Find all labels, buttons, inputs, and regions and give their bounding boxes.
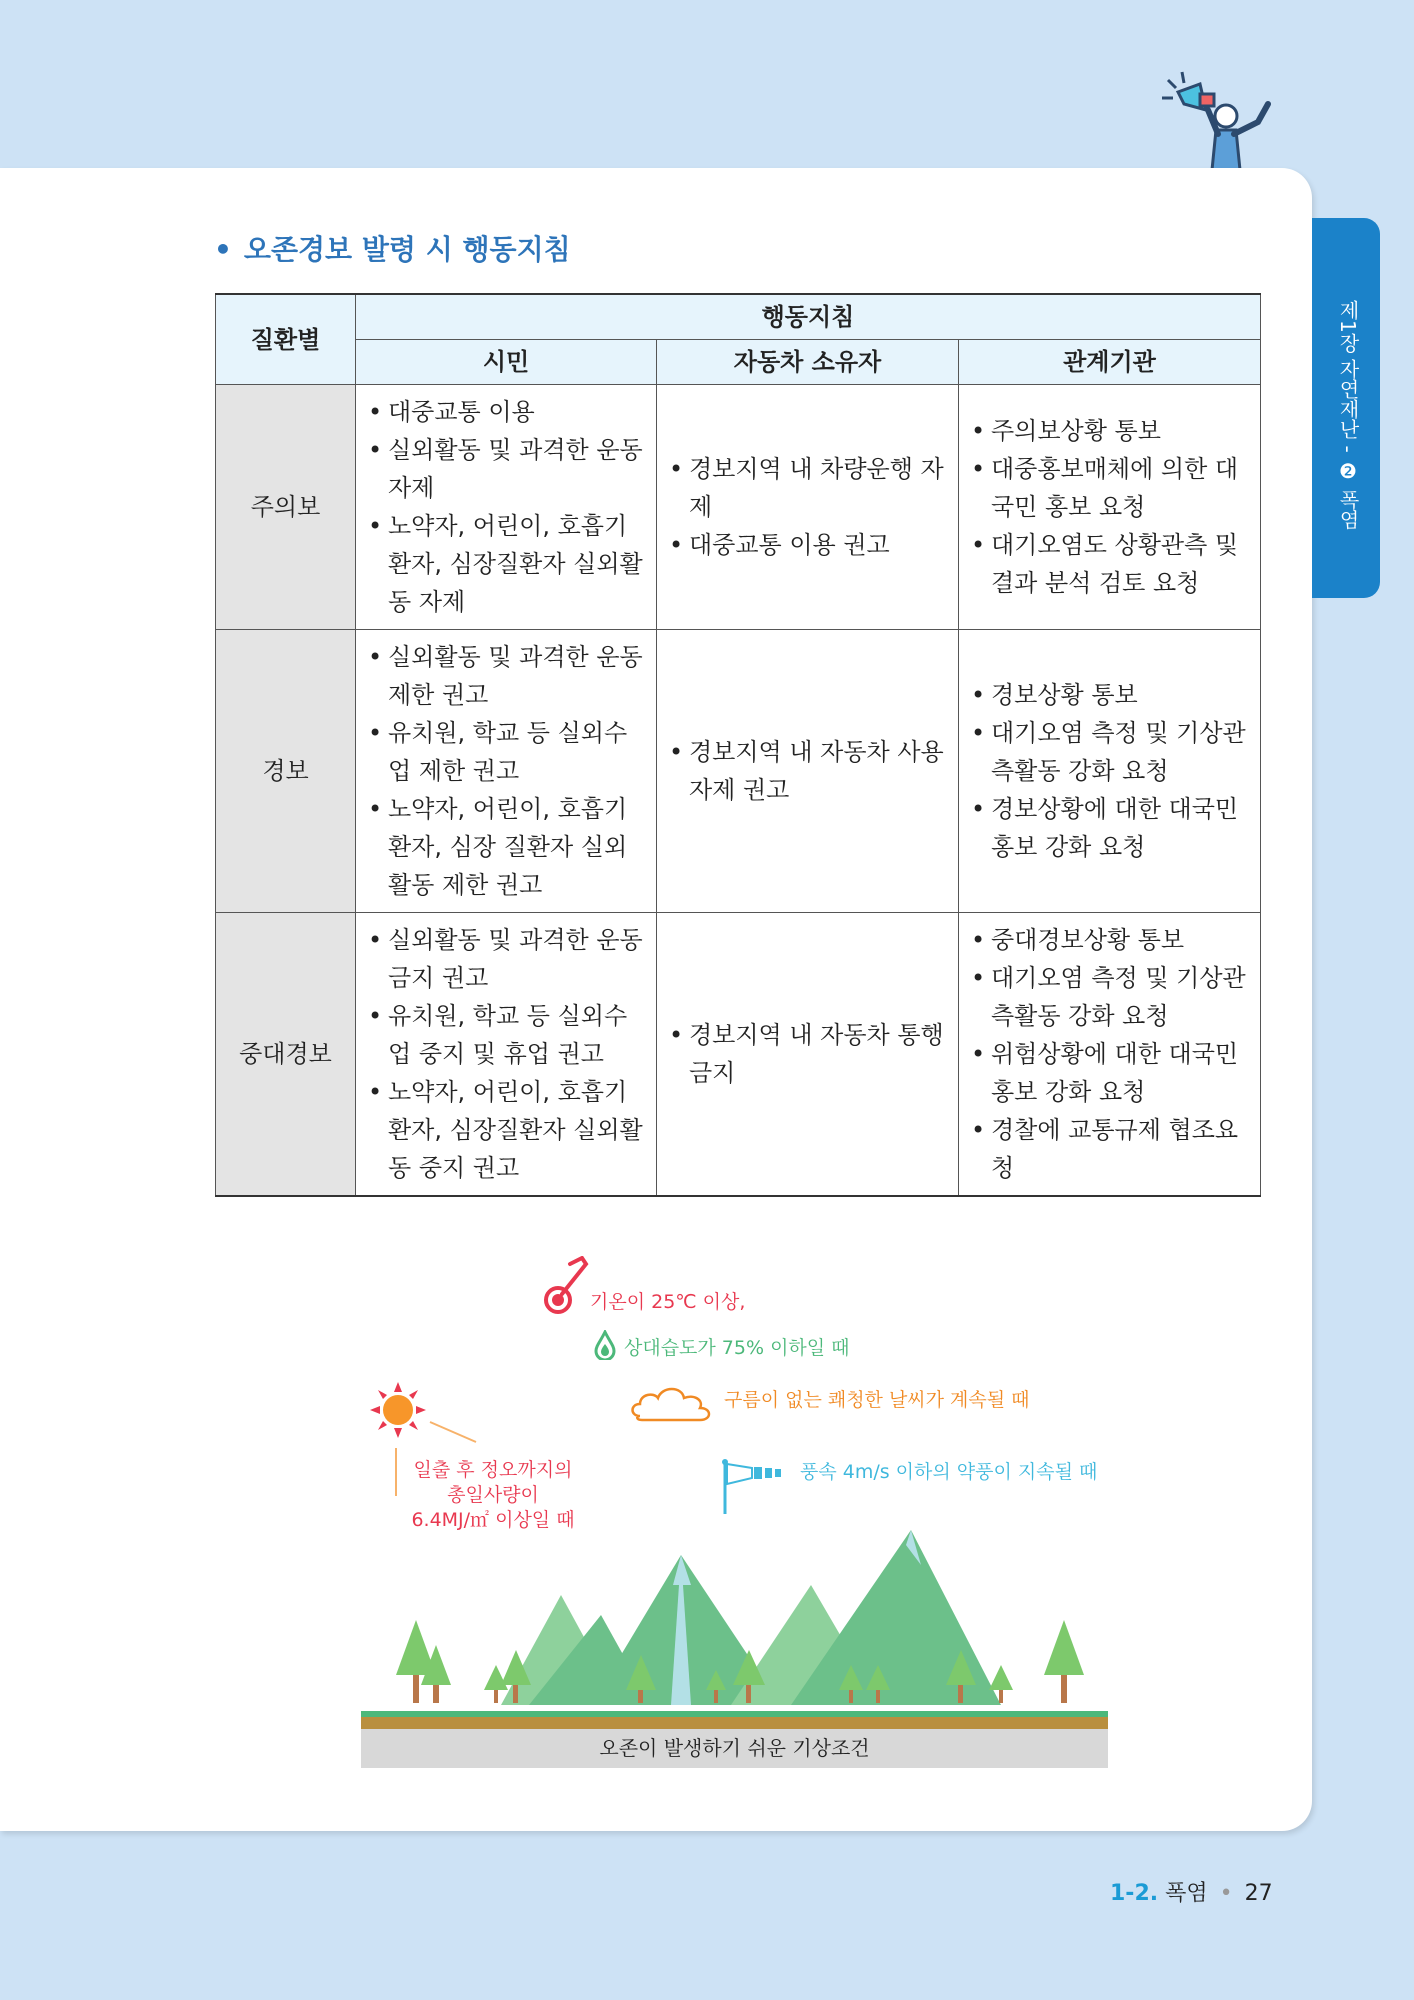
table-row <box>216 630 1261 913</box>
list-item: • 노약자, 어린이, 호흡기환자, 심장 질환자 실외활동 제한 권고 <box>368 790 644 904</box>
sunlight-line: 총일사량이 <box>447 1484 539 1506</box>
windsock-icon <box>718 1456 790 1516</box>
cell-car-owner <box>657 385 959 630</box>
list-item: • 경찰에 교통규제 협조요청 <box>971 1111 1248 1187</box>
list-item: • 유치원, 학교 등 실외수업 제한 권고 <box>368 714 644 790</box>
wind-condition: 풍속 4m/s 이하의 약풍이 지속될 때 <box>800 1461 1098 1483</box>
header-agency: 관계기관 <box>959 340 1261 385</box>
page-number: 27 <box>1244 1881 1273 1906</box>
ozone-guideline-table <box>215 293 1261 1197</box>
humidity-condition: 상대습도가 75% 이하일 때 <box>624 1337 850 1359</box>
illustration-caption: 오존이 발생하기 쉬운 기상조건 <box>361 1729 1108 1768</box>
list-item: • 경보상황 통보 <box>971 676 1248 714</box>
cell-citizen <box>356 913 657 1197</box>
list-item: • 중대경보상황 통보 <box>971 921 1248 959</box>
sunlight-line: 일출 후 정오까지의 <box>413 1459 573 1481</box>
section-title-text: 오존경보 발령 시 행동지침 <box>243 233 571 266</box>
list-item: • 경보지역 내 차량운행 자제 <box>669 450 946 526</box>
section-bullet: • <box>214 233 232 266</box>
cell-car-owner <box>657 630 959 913</box>
cell-citizen <box>356 630 657 913</box>
header-guideline: 행동지침 <box>356 294 1261 340</box>
list-item: • 경보상황에 대한 대국민 홍보 강화 요청 <box>971 790 1248 866</box>
list-item: • 경보지역 내 자동차 통행 금지 <box>669 1016 946 1092</box>
list-item: • 노약자, 어린이, 호흡기환자, 심장질환자 실외활동 중지 권고 <box>368 1073 644 1187</box>
list-item: • 주의보상황 통보 <box>971 412 1248 450</box>
row-level: 주의보 <box>216 385 356 630</box>
mountain-forest-illustration <box>361 1525 1108 1729</box>
list-item: • 대중교통 이용 권고 <box>669 526 946 564</box>
cell-agency <box>959 630 1261 913</box>
list-item: • 실외활동 및 과격한 운동 자제 <box>368 431 644 507</box>
footer-section-title: 폭염 <box>1165 1881 1208 1906</box>
thermometer-icon <box>540 1256 590 1318</box>
chapter-tab-label: 제1장 자연재난 - ❷ 폭염 <box>1336 300 1360 530</box>
sunlight-line: 6.4MJ/㎡ 이상일 때 <box>411 1509 575 1531</box>
list-item: • 실외활동 및 과격한 운동 금지 권고 <box>368 921 644 997</box>
footer-separator: • <box>1219 1881 1233 1906</box>
cell-agency <box>959 913 1261 1197</box>
header-disease: 질환별 <box>216 294 356 385</box>
list-item: • 대기오염 측정 및 기상관측활동 강화 요청 <box>971 959 1248 1035</box>
footer-section-number: 1-2. <box>1110 1881 1159 1906</box>
sunlight-condition <box>398 1458 588 1533</box>
cell-agency <box>959 385 1261 630</box>
list-item: • 대중홍보매체에 의한 대국민 홍보 요청 <box>971 450 1248 526</box>
list-item: • 위험상황에 대한 대국민 홍보 강화 요청 <box>971 1035 1248 1111</box>
table-row <box>216 913 1261 1197</box>
table-row <box>216 385 1261 630</box>
section-title <box>214 228 571 268</box>
list-item: • 대기오염 측정 및 기상관측활동 강화 요청 <box>971 714 1248 790</box>
list-item: • 실외활동 및 과격한 운동 제한 권고 <box>368 638 644 714</box>
list-item: • 대기오염도 상황관측 및 결과 분석 검토 요청 <box>971 526 1248 602</box>
row-level: 중대경보 <box>216 913 356 1197</box>
cell-car-owner <box>657 913 959 1197</box>
water-drop-icon <box>594 1330 616 1360</box>
list-item: • 대중교통 이용 <box>368 393 644 431</box>
list-item: • 경보지역 내 자동차 사용 자제 권고 <box>669 733 946 809</box>
list-item: • 유치원, 학교 등 실외수업 중지 및 휴업 권고 <box>368 997 644 1073</box>
cell-citizen <box>356 385 657 630</box>
page-footer <box>1110 1876 1273 1907</box>
header-car-owner: 자동차 소유자 <box>657 340 959 385</box>
cloud-icon <box>628 1380 718 1426</box>
temperature-condition: 기온이 25℃ 이상, <box>590 1291 746 1313</box>
header-citizen: 시민 <box>356 340 657 385</box>
list-item: • 노약자, 어린이, 호흡기환자, 심장질환자 실외활동 자제 <box>368 507 644 621</box>
cloud-condition: 구름이 없는 쾌청한 날씨가 계속될 때 <box>724 1389 1030 1411</box>
row-level: 경보 <box>216 630 356 913</box>
